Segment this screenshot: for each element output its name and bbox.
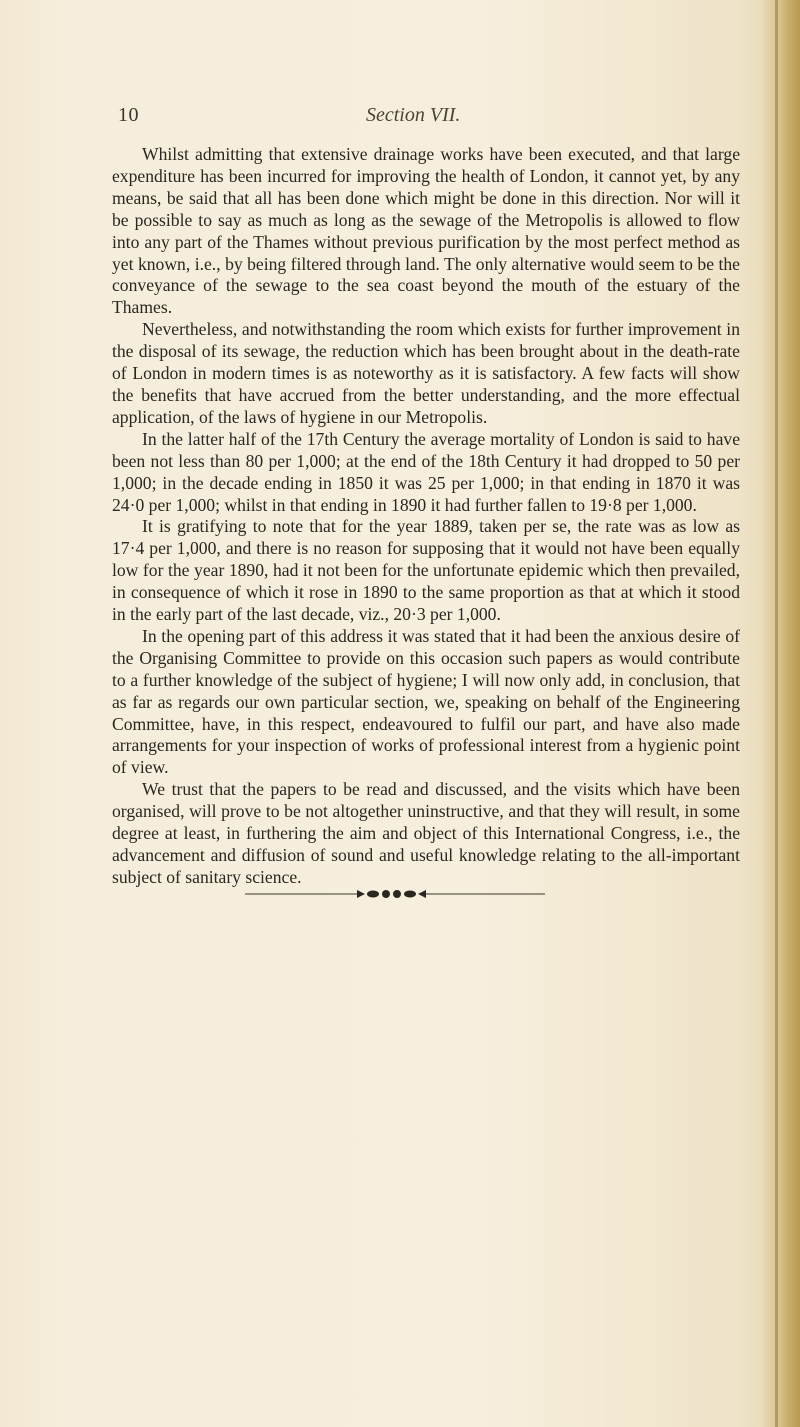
paragraph: Whilst admitting that extensive drainage works have been executed, and that large expenditure has been incurred for improving the health of London, it cannot yet, by any means, be said that all has been done which might be done in this direction. Nor will it be possible to say as much as long as the sewage of the Metropolis is allowed to flow into any part of the Thames without previous purification by the most perfect method as yet known, i.e., by being filtered through land. The only alternative would seem to be the conveyance of the sewage to the sea coast beyond the mouth of the estuary of the Thames. (112, 144, 740, 318)
end-ornament (245, 888, 545, 900)
paragraph: Nevertheless, and notwithstanding the room which exists for further improvement in the disposal of its sewage, the reduction which has been brought about in the death-rate of London in modern times is as noteworthy as it is satisfactory. A few facts will show the benefits that have accrued from the better understanding, and the more effectual application, of the laws of hygiene in our Metropolis. (112, 319, 740, 427)
paragraph: In the latter half of the 17th Century the average mortality of London is said to have been not less than 80 per 1,000; at the end of the 18th Century it had dropped to 50 per 1,000; in the decade ending in 1850 it was 25 per 1,000; in that ending in 1870 it was 24·0 per 1,000; whilst in that ending in 1890 it had further fallen to 19·8 per 1,000. (112, 428, 740, 515)
running-head: Section VII. (366, 104, 461, 126)
paragraph: In the opening part of this address it was stated that it had been the anxious desire of the Organising Committee to provide on this occasion such papers as would contribute to a further knowledge of the subject of hygiene; I will now only add, in conclusion, that as far as regards our own particular section, we, speaking on behalf of the Engineering Committee, have, in this respect, endeavoured to fulfil our part, and have also made arrangements for your inspection of works of professional interest from a hygienic point of view. (112, 625, 740, 778)
paragraph: We trust that the papers to be read and discussed, and the visits which have been organised, will prove to be not altogether uninstructive, and that they will result, in some degree at least, in furthering the aim and object of this International Congress, i.e., the advancement and diffusion of sound and useful knowledge relating to the all-important subject of sanitary science. (112, 779, 740, 887)
page-edge-shadow (760, 0, 800, 1427)
body-text (112, 144, 740, 889)
page-edge-line (775, 0, 778, 1427)
page-header (118, 104, 698, 134)
paragraph: It is gratifying to note that for the year 1889, taken per se, the rate was as low as 17·4 per 1,000, and there is no reason for supposing that it would not have been equally low for the year 1890, had it not been for the unfortunate epidemic which then prevailed, in consequence of which it rose in 1890 to the same proportion as that at which it stood in the early part of the last decade, viz., 20·3 per 1,000. (112, 516, 740, 625)
page-number: 10 (118, 104, 139, 126)
